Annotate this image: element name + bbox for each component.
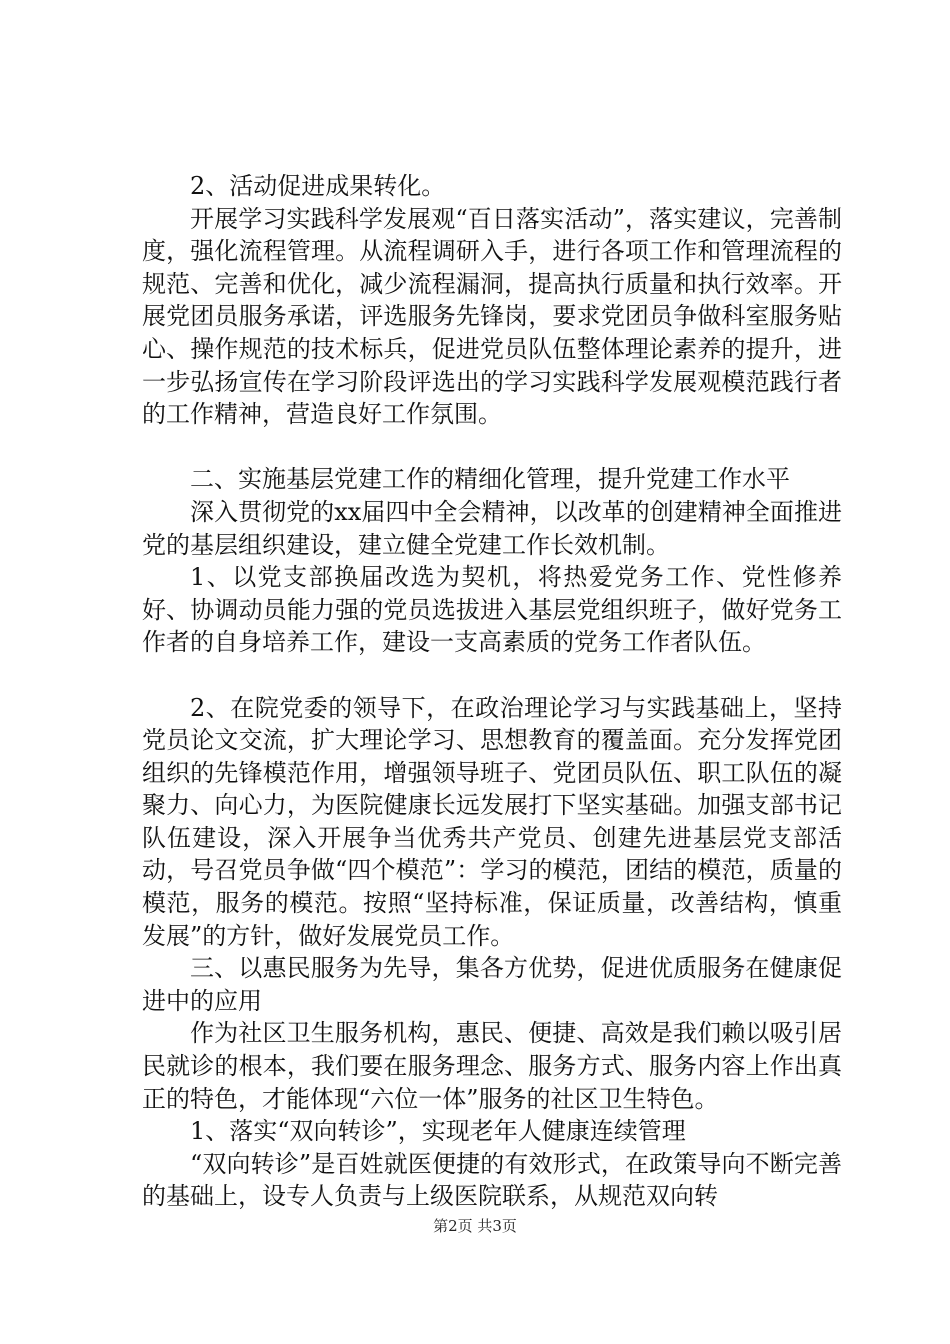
section-heading: 1、落实“双向转诊”，实现老年人健康连续管理	[190, 1117, 686, 1146]
body-paragraph: 作为社区卫生服务机构，惠民、便捷、高效是我们赖以吸引居民就诊的根本，我们要在服务理念、服务方式、服务内容上作出真正的特色，才能体现“六位一体”服务的社区卫生特色。	[142, 1019, 842, 1113]
body-paragraph: 2、在院党委的领导下，在政治理论学习与实践基础上，坚持党员论文交流，扩大理论学习、思想教育的覆盖面。充分发挥党团组织的先锋模范作用，增强领导班子、党团员队伍、职工队伍的凝聚力、向心力，为医院健康长远发展打下坚实基础。加强支部书记队伍建设，深入开展争当优秀共产党员、创建先进基层党支部活动，号召党员争做“四个模范”：学习的模范，团结的模范，质量的模范，服务的模范。按照“坚持标准，保证质量，改善结构，慎重发展”的方针，做好发展党员工作。	[142, 693, 842, 950]
page-number: 第2页 共3页	[433, 1217, 517, 1235]
body-paragraph: “双向转诊”是百姓就医便捷的有效形式，在政策导向不断完善的基础上，设专人负责与上级医院联系，从规范双向转	[142, 1149, 842, 1211]
section-heading: 2、活动促进成果转化。	[190, 172, 446, 200]
body-paragraph: 1、以党支部换届改选为契机，将热爱党务工作、党性修养好、协调动员能力强的党员选拔进入基层党组织班子，做好党务工作者的自身培养工作，建设一支高素质的党务工作者队伍。	[142, 563, 842, 657]
section-heading: 二、实施基层党建工作的精细化管理，提升党建工作水平	[190, 465, 790, 494]
section-heading: 三、以惠民服务为先导，集各方优势，促进优质服务在健康促进中的应用	[142, 954, 842, 1015]
document-body	[142, 170, 842, 1213]
paragraph-gap	[142, 659, 842, 692]
paragraph-gap	[142, 431, 842, 464]
body-paragraph: 开展学习实践科学发展观“百日落实活动”，落实建议，完善制度，强化流程管理。从流程调研入手，进行各项工作和管理流程的规范、完善和优化，减少流程漏洞，提高执行质量和执行效率。开展党团员服务承诺，评选服务先锋岗，要求党团员争做科室服务贴心、操作规范的技术标兵，促进党员队伍整体理论素养的提升，进一步弘扬宣传在学习阶段评选出的学习实践科学发展观模范践行者的工作精神，营造良好工作氛围。	[142, 204, 842, 429]
body-paragraph: 深入贯彻党的xx届四中全会精神，以改革的创建精神全面推进党的基层组织建设，建立健全党建工作长效机制。	[142, 497, 842, 559]
